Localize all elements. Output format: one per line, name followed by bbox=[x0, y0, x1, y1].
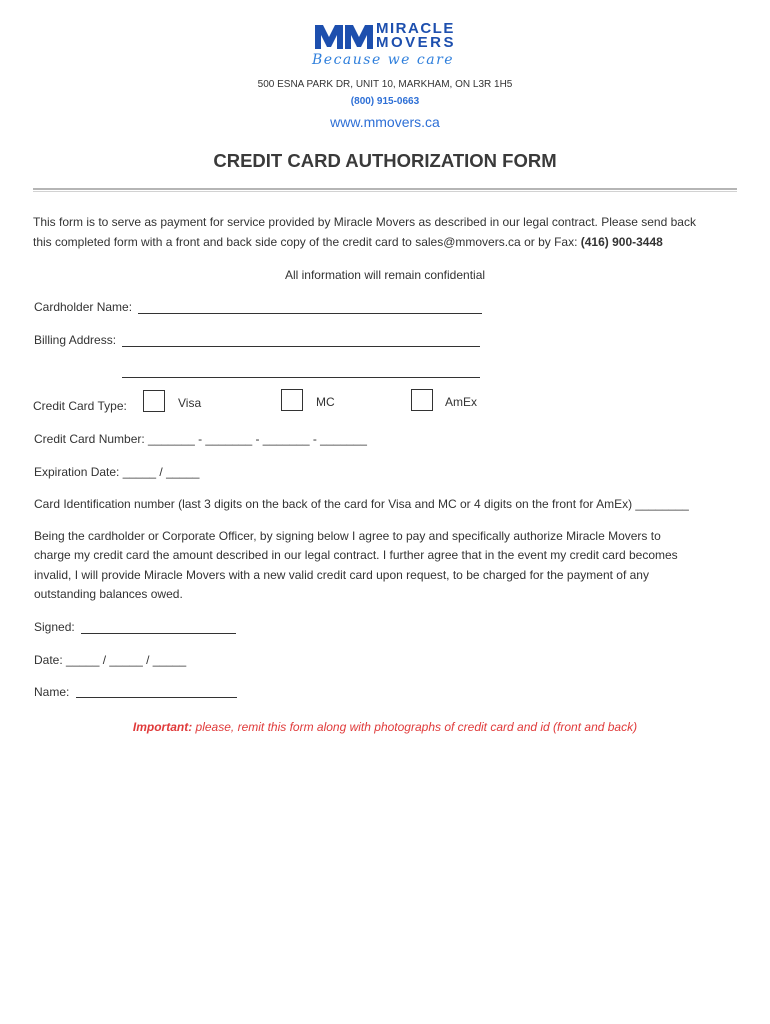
title-divider-shadow bbox=[33, 191, 737, 192]
mc-label: MC bbox=[316, 395, 335, 409]
logo-tagline: Because we care bbox=[312, 52, 455, 68]
expiration-date-field[interactable]: Expiration Date: _____ / _____ bbox=[34, 465, 200, 479]
agreement-line-1: Being the cardholder or Corporate Officer, by signing below I agree to pay and specifically authorize Miracle Movers to bbox=[34, 529, 661, 543]
amex-checkbox[interactable] bbox=[411, 389, 433, 411]
agreement-line-3: invalid, I will provide Miracle Movers with a new valid credit card upon request, to be charged for the payment of any bbox=[34, 568, 649, 582]
signature-date-field[interactable]: Date: _____ / _____ / _____ bbox=[34, 653, 187, 667]
card-number-field[interactable]: Credit Card Number: _______ - _______ - _______ - _______ bbox=[34, 432, 367, 446]
billing-address-field-2[interactable] bbox=[122, 377, 480, 378]
company-phone: (800) 915-0663 bbox=[350, 96, 420, 107]
mc-checkbox[interactable] bbox=[281, 389, 303, 411]
fax-number: (416) 900-3448 bbox=[580, 235, 663, 249]
billing-address-label: Billing Address: bbox=[34, 333, 117, 347]
cardholder-name-field[interactable] bbox=[138, 313, 482, 314]
company-logo bbox=[314, 21, 458, 71]
signature-field[interactable] bbox=[81, 633, 236, 634]
confidential-note: All information will remain confidential bbox=[284, 268, 486, 282]
mm-logo-icon bbox=[314, 23, 374, 51]
intro-line-2 bbox=[33, 233, 663, 253]
cardholder-name-label: Cardholder Name: bbox=[34, 300, 133, 314]
printed-name-field[interactable] bbox=[76, 697, 237, 698]
form-title: CREDIT CARD AUTHORIZATION FORM bbox=[213, 150, 557, 171]
visa-checkbox[interactable] bbox=[143, 390, 165, 412]
amex-label: AmEx bbox=[445, 395, 478, 409]
logo-word-miracle: MIRACLE bbox=[376, 20, 455, 37]
title-divider bbox=[33, 188, 737, 190]
agreement-line-2: charge my credit card the amount described in our legal contract. I further agree that in the event my credit card becomes bbox=[34, 548, 678, 562]
agreement-line-4: outstanding balances owed. bbox=[34, 587, 183, 601]
billing-address-field-1[interactable] bbox=[122, 346, 480, 347]
important-label: Important: bbox=[132, 720, 193, 734]
company-website-link[interactable]: www.mmovers.ca bbox=[330, 114, 440, 130]
visa-label: Visa bbox=[178, 396, 202, 410]
card-type-label: Credit Card Type: bbox=[33, 399, 127, 413]
name-label: Name: bbox=[34, 685, 70, 699]
signed-label: Signed: bbox=[34, 620, 75, 634]
logo-word-movers: MOVERS bbox=[376, 34, 457, 51]
company-address: 500 ESNA PARK DR, UNIT 10, MARKHAM, ON L3R 1H5 bbox=[257, 79, 513, 90]
intro-line-1: This form is to serve as payment for service provided by Miracle Movers as described in our legal contract. Please send back bbox=[33, 215, 696, 229]
card-id-field[interactable]: Card Identification number (last 3 digits on the back of the card for Visa and MC or 4 digits on the front for AmEx) ________ bbox=[34, 497, 689, 511]
important-text: please, remit this form along with photographs of credit card and id (front and back) bbox=[192, 720, 638, 734]
important-note bbox=[0, 720, 770, 734]
intro-line-2-text: this completed form with a front and back side copy of the credit card to sales@mmovers.ca or by Fax: bbox=[33, 235, 581, 249]
